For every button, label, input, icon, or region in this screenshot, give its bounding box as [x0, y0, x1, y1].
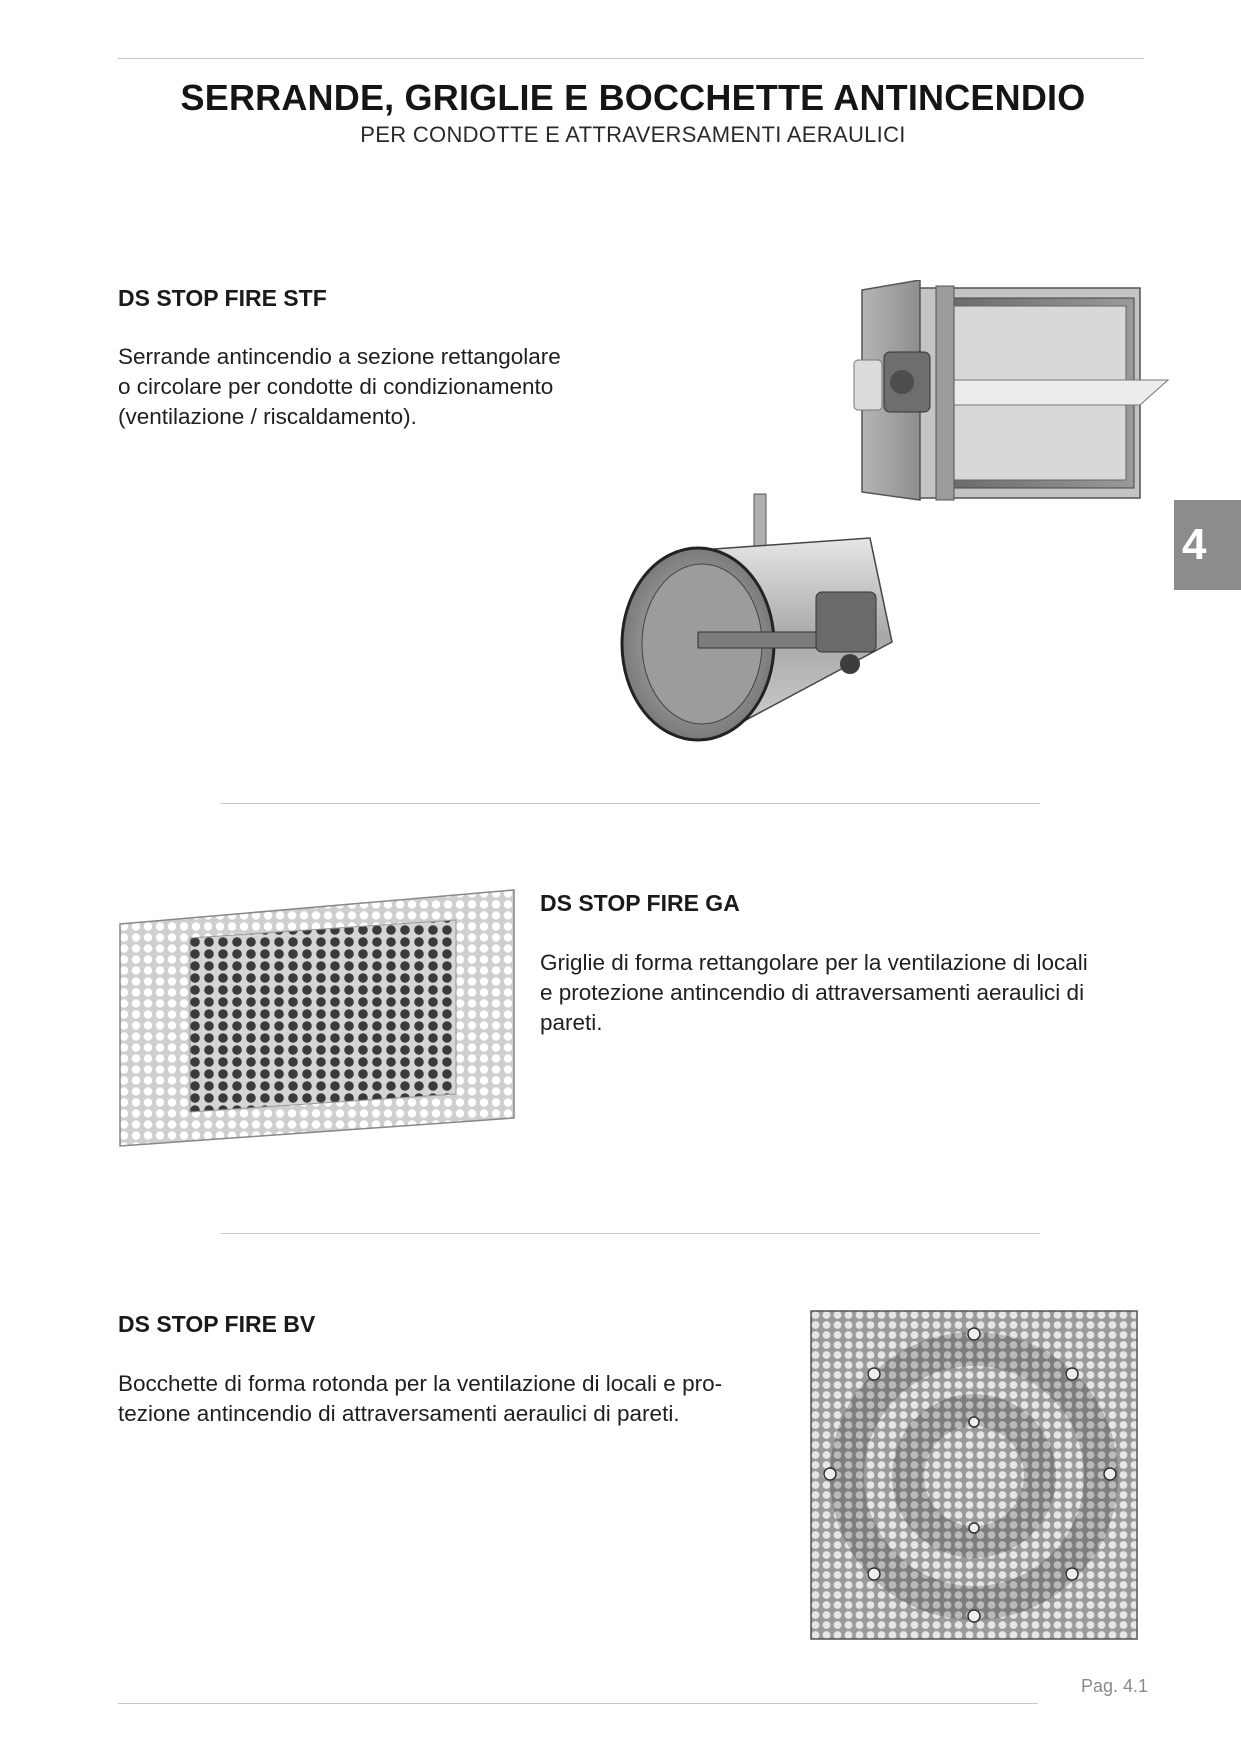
rectangular-grille-image	[118, 888, 518, 1150]
section-text-stf: Serrande antincendio a sezione rettangolare o circolare per condotte di condizionamento (ventilazione / riscaldamento).	[118, 344, 561, 429]
rectangular-damper-image	[840, 280, 1170, 520]
page-number: Pag. 4.1	[1080, 1676, 1148, 1696]
section-divider-2	[220, 1233, 1040, 1234]
section-text-ga: Griglie di forma rettangolare per la ventilazione di locali e protezione antincendio di attraversamenti aeraulici di pareti.	[540, 950, 1088, 1035]
section-divider-1	[220, 803, 1040, 804]
page-header	[118, 77, 1148, 148]
top-rule	[118, 58, 1144, 59]
section-title-stf: DS STOP FIRE STF	[118, 285, 327, 311]
page-title: SERRANDE, GRIGLIE E BOCCHETTE ANTINCENDIO	[180, 77, 1086, 118]
bottom-rule	[118, 1703, 1038, 1704]
page-subtitle: PER CONDOTTE E ATTRAVERSAMENTI AERAULICI	[360, 122, 906, 147]
section-title-bv: DS STOP FIRE BV	[118, 1311, 316, 1337]
circular-damper-image	[620, 492, 920, 758]
section-text-bv: Bocchette di forma rotonda per la ventilazione di locali e pro- tezione antincendio di attraversamenti aeraulici di pareti.	[118, 1371, 723, 1426]
round-vent-image	[810, 1310, 1138, 1640]
section-title-ga: DS STOP FIRE GA	[540, 890, 740, 916]
chapter-tab: 4	[1174, 500, 1241, 590]
